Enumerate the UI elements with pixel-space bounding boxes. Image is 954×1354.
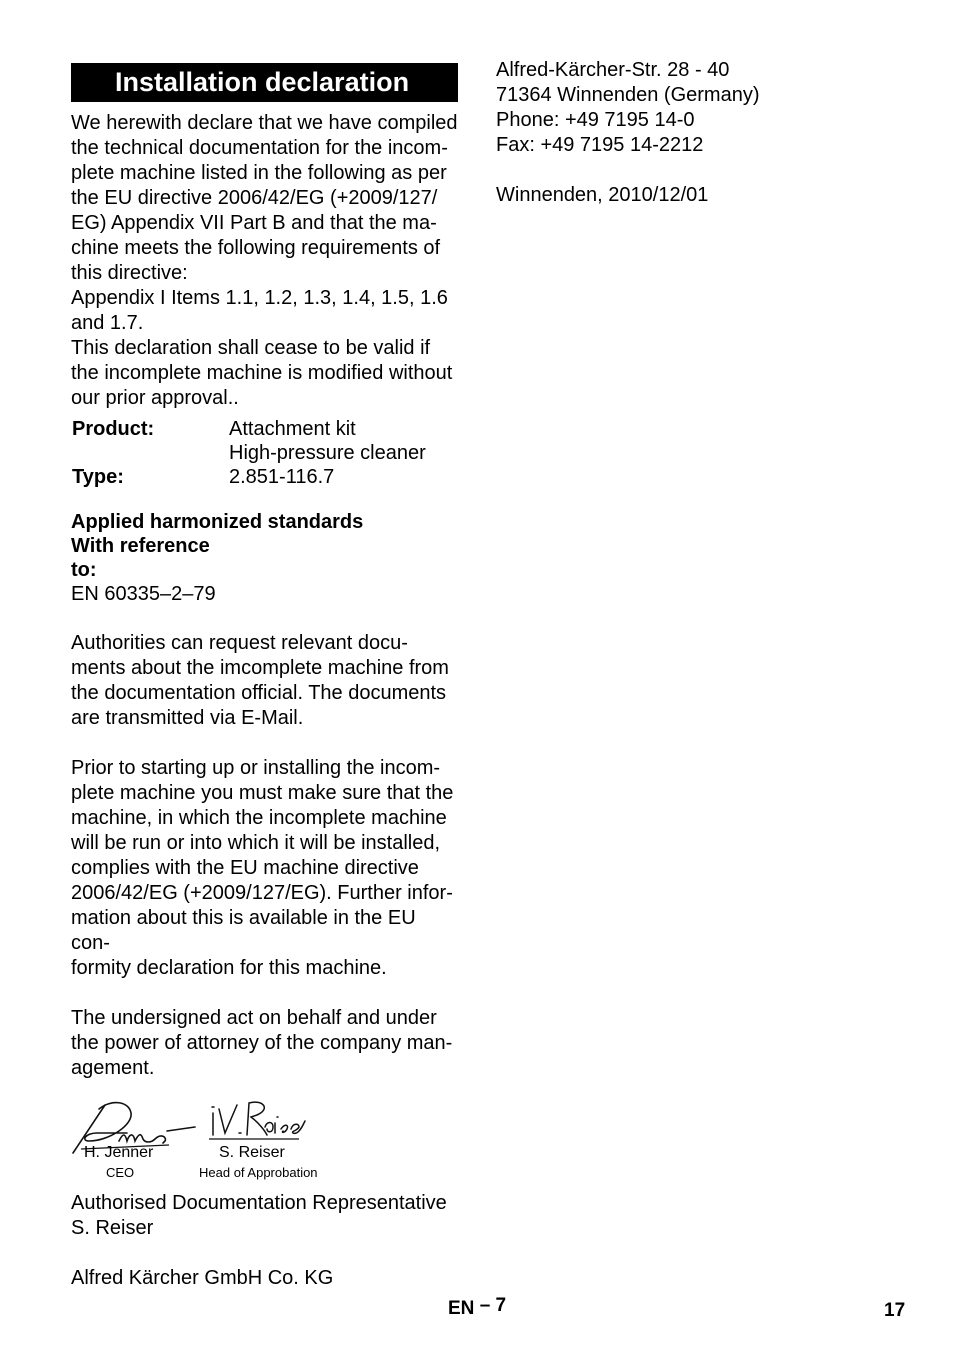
company-address: Alfred-Kärcher-Str. 28 - 40 71364 Winnenden (Germany) Phone: +49 7195 14-0 Fax: +49 7195 14-2212	[496, 59, 760, 156]
authorities-paragraph: Authorities can request relevant docu- ments about the imcomplete machine from the documentation official. The documents are transmitted via E-Mail.	[71, 632, 449, 729]
product-row	[71, 417, 458, 441]
left-column	[71, 63, 458, 1291]
page-number: 17	[884, 1300, 906, 1321]
signatory-2-role: Head of Approbation	[199, 1165, 318, 1180]
signatory-1-role: CEO	[106, 1165, 135, 1180]
standard-value: EN 60335–2–79	[71, 583, 216, 605]
reference-label-line1: With reference	[71, 535, 210, 557]
section-title: Installation declaration	[71, 63, 458, 102]
signatory-1-name: H. Jenner	[84, 1144, 154, 1161]
place-date: Winnenden, 2010/12/01	[496, 184, 709, 206]
signature-block	[71, 1093, 458, 1191]
prior-startup-paragraph: Prior to starting up or installing the incom- plete machine you must make sure that the machine, in which the incomplete machine will be run or into which it will be installed, complies with the EU machine directive 2006/42/EG (+2009/127/EG). Further infor- mation about this is available in the EU con- formity declaration for this machine.	[71, 757, 454, 979]
type-label: Type:	[72, 466, 124, 488]
footer-section-page: – 7	[479, 1295, 507, 1316]
product-value-line1: Attachment kit	[229, 418, 356, 440]
product-table	[71, 417, 458, 489]
type-row	[71, 465, 458, 489]
undersigned-paragraph: The undersigned act on behalf and under the power of attorney of the company man- agement.	[71, 1007, 453, 1079]
signature-reiser-image	[207, 1095, 307, 1145]
product-label: Product:	[72, 418, 155, 440]
intro-paragraph: We herewith declare that we have compiled the technical documentation for the incom- plete machine listed in the following as per the EU directive 2006/42/EG (+2009/127/ EG) Appendix VII Part B and that the ma- chine meets the following requirements of this directive: Appendix I Items 1.1, 1.2, 1.3, 1.4, 1.5, 1.6 and 1.7. This declaration shall cease to be valid if the incomplete machine is modified without our prior approval..	[71, 112, 458, 409]
signatory-2-name: S. Reiser	[219, 1144, 285, 1161]
company-name: Alfred Kärcher GmbH Co. KG	[71, 1267, 334, 1289]
standards-heading: Applied harmonized standards	[71, 511, 364, 533]
reference-label-line2: to:	[71, 559, 97, 581]
representative-text: Authorised Documentation Representative S. Reiser	[71, 1192, 447, 1239]
right-column	[496, 58, 896, 208]
type-value: 2.851-116.7	[229, 466, 335, 488]
footer-section-label	[448, 1296, 506, 1321]
product-row-2	[71, 441, 458, 465]
footer-language: EN	[448, 1298, 475, 1319]
product-value-line2: High-pressure cleaner	[229, 442, 426, 464]
